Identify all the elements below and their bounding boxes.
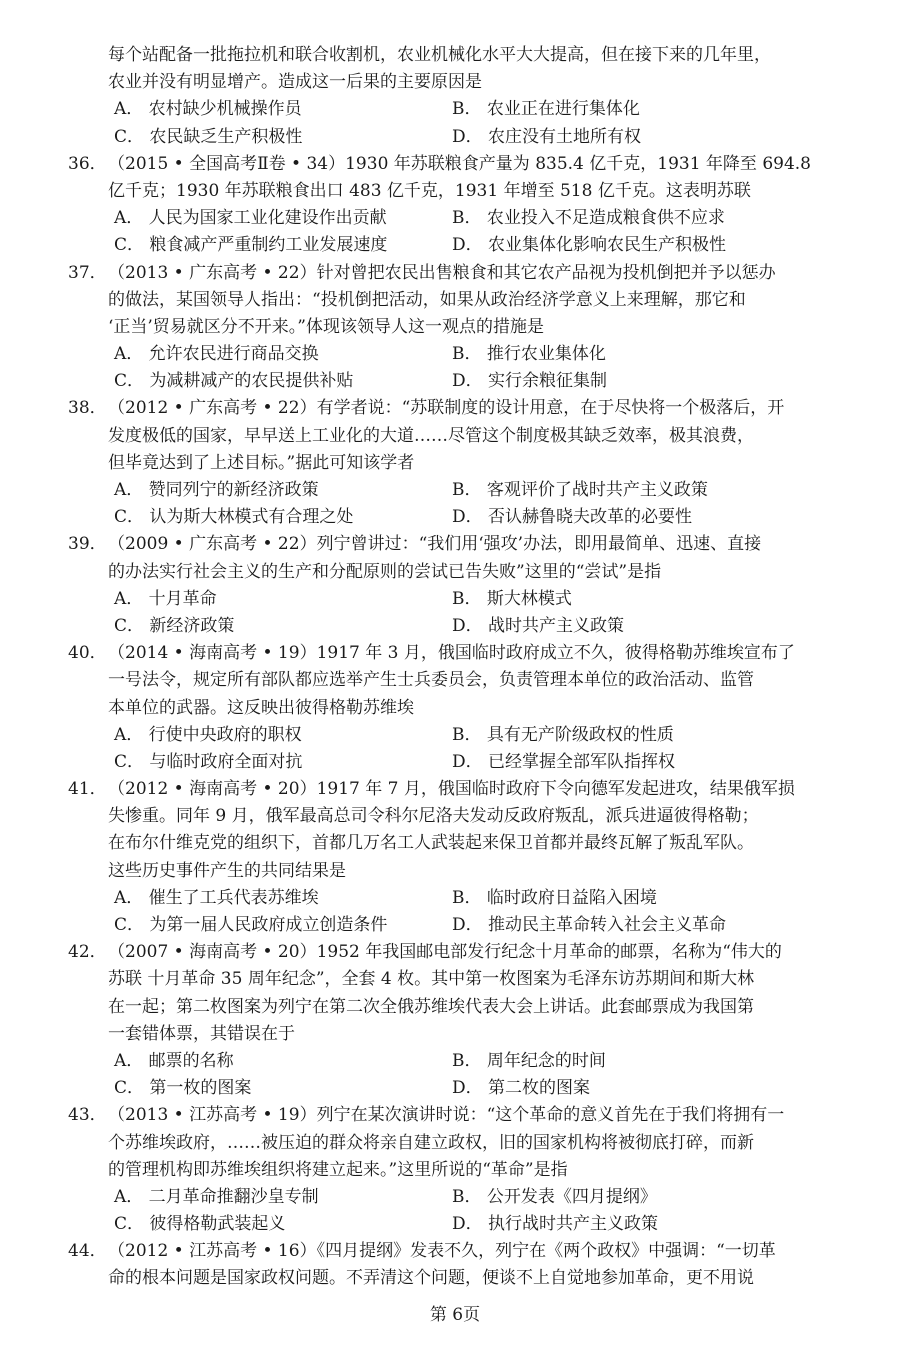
option-row xyxy=(0,504,910,531)
option-row xyxy=(0,124,910,151)
option-d: D． 第二枚的图案 xyxy=(452,1078,591,1099)
question-text-line: （2012 • 广东高考 • 22）有学者说：“苏联制度的设计用意，在于尽快将一个极落后，开 xyxy=(108,398,785,419)
option-row xyxy=(0,1048,910,1075)
option-a: A． 邮票的名称 xyxy=(114,1050,234,1071)
option-b: B． 农业投入不足造成粮食供不应求 xyxy=(452,208,725,229)
option-row xyxy=(0,1075,910,1102)
question-38 xyxy=(0,395,910,531)
option-b: B． 客观评价了战时共产主义政策 xyxy=(452,480,708,500)
question-text-line: （2012 • 海南高考 • 20）1917 年 7 月，俄国临时政府下令向德军发起进攻，结果俄军损 xyxy=(108,779,795,800)
question-text-line: （2009 • 广东高考 • 22）列宁曾讲过：“我们用‘强攻’办法，即用最简单、迅速、直接 xyxy=(108,534,762,555)
option-row xyxy=(0,1184,910,1211)
question-42 xyxy=(0,939,910,1102)
option-row xyxy=(0,749,910,776)
page-number: 第 6页 xyxy=(429,1305,481,1325)
question-number: 36． xyxy=(68,153,107,174)
question-text-line: 在布尔什维克党的组织下，首都几万名工人武装起来保卫首都并最终瓦解了叛乱军队。 xyxy=(108,833,754,854)
option-a: A． 农村缺少机械操作员 xyxy=(114,99,302,120)
option-a: A． 允许农民进行商品交换 xyxy=(114,344,319,365)
option-d: D． 农业集体化影响农民生产积极性 xyxy=(452,235,727,256)
option-c: C． 为减耕减产的农民提供补贴 xyxy=(114,371,354,392)
option-row xyxy=(0,885,910,912)
option-c: C． 彼得格勒武装起义 xyxy=(114,1214,286,1235)
question-text-line: 的办法实行社会主义的生产和分配原则的尝试已告失败”这里的“尝试”是指 xyxy=(108,561,662,582)
question-text-line: 失惨重。同年 9 月，俄军最高总司令科尔尼洛夫发动反政府叛乱，派兵进逼彼得格勒； xyxy=(108,806,759,827)
question-text-line: （2013 • 广东高考 • 22）针对曾把农民出售粮食和其它农产品视为投机倒把并予以惩办 xyxy=(108,262,776,283)
option-c: C． 为第一届人民政府成立创造条件 xyxy=(114,915,388,935)
option-c: C． 认为斯大林模式有合理之处 xyxy=(114,507,354,528)
question-text-line: 亿千克；1930 年苏联粮食出口 483 亿千克，1931 年增至 518 亿千克。这表明苏联 xyxy=(108,180,751,201)
question-number: 39． xyxy=(68,534,107,555)
option-b: B． 公开发表《四月提纲》 xyxy=(452,1186,657,1207)
option-c: C． 农民缺乏生产积极性 xyxy=(114,126,303,147)
question-text-line: （2007 • 海南高考 • 20）1952 年我国邮电部发行纪念十月革命的邮票，名称为“伟大的 xyxy=(108,942,782,963)
question-39 xyxy=(0,531,910,640)
question-number: 40． xyxy=(68,643,107,664)
question-text-line: （2014 • 海南高考 • 19）1917 年 3 月，俄国临时政府成立不久，彼得格勒苏维埃宣布了 xyxy=(108,643,795,664)
question-text-line: 命的根本问题是国家政权问题。不弄清这个问题，便谈不上自觉地参加革命，更不用说 xyxy=(108,1268,754,1289)
question-first-line xyxy=(0,531,910,558)
question-text-line: 但毕竟达到了上述目标。”据此可知该学者 xyxy=(108,452,415,473)
option-c: C． 粮食减产严重制约工业发展速度 xyxy=(114,235,388,256)
question-text-line: 本单位的武器。这反映出彼得格勒苏维埃 xyxy=(108,697,414,718)
question-35-continued xyxy=(0,42,910,151)
option-row xyxy=(0,368,910,395)
question-number: 42． xyxy=(68,942,107,963)
option-b: B． 临时政府日益陷入困境 xyxy=(452,887,657,908)
question-text-line: 个苏维埃政府，……被压迫的群众将亲自建立政权，旧的国家机构将被彻底打碎，而新 xyxy=(108,1132,754,1153)
question-first-line xyxy=(0,1102,910,1129)
option-a: A． 行使中央政府的职权 xyxy=(114,724,302,745)
option-d: D． 已经掌握全部军队指挥权 xyxy=(452,751,676,772)
question-text-line: 在一起；第二枚图案为列宁在第二次全俄苏维埃代表大会上讲话。此套邮票成为我国第 xyxy=(108,996,754,1017)
question-37 xyxy=(0,260,910,396)
question-first-line xyxy=(0,260,910,287)
option-row xyxy=(0,586,910,613)
option-d: D． 推动民主革命转入社会主义革命 xyxy=(452,915,727,935)
question-40 xyxy=(0,640,910,776)
option-a: A． 二月革命推翻沙皇专制 xyxy=(114,1186,319,1207)
question-number: 41． xyxy=(68,779,107,800)
question-43 xyxy=(0,1102,910,1238)
option-b: B． 斯大林模式 xyxy=(452,588,572,609)
question-first-line xyxy=(0,640,910,667)
option-d: D． 否认赫鲁晓夫改革的必要性 xyxy=(452,507,693,528)
option-a: A． 赞同列宁的新经济政策 xyxy=(114,480,319,500)
question-36 xyxy=(0,151,910,260)
question-number: 38． xyxy=(68,398,107,419)
question-text-line: 农业并没有明显增产。造成这一后果的主要原因是 xyxy=(108,72,482,93)
option-c: C． 与临时政府全面对抗 xyxy=(114,751,303,772)
question-text-line: 的管理机构即苏维埃组织将建立起来。”这里所说的“革命”是指 xyxy=(108,1159,568,1180)
question-41 xyxy=(0,776,910,939)
question-text-line: 每个站配备一批拖拉机和联合收割机，农业机械化水平大大提高，但在接下来的几年里， xyxy=(108,45,771,65)
question-first-line xyxy=(0,939,910,966)
option-row xyxy=(0,912,910,939)
option-row xyxy=(0,232,910,259)
question-text-line: 一号法令，规定所有部队都应选举产生士兵委员会，负责管理本单位的政治活动、监管 xyxy=(108,670,754,691)
question-text-line: 苏联 十月革命 35 周年纪念”，全套 4 枚。其中第一枚图案为毛泽东访苏期间和斯大林 xyxy=(108,969,755,990)
question-text-line: 这些历史事件产生的共同结果是 xyxy=(108,860,346,881)
option-d: D． 执行战时共产主义政策 xyxy=(452,1214,659,1235)
option-a: A． 十月革命 xyxy=(114,588,217,609)
question-text-line: （2012 • 江苏高考 • 16）《四月提纲》发表不久，列宁在《两个政权》中强调：“一切革 xyxy=(108,1241,776,1262)
option-d: D． 战时共产主义政策 xyxy=(452,615,625,636)
question-text-line: 一套错体票，其错误在于 xyxy=(108,1023,295,1044)
option-b: B． 周年纪念的时间 xyxy=(452,1050,606,1071)
option-c: C． 新经济政策 xyxy=(114,615,235,636)
question-44 xyxy=(0,1238,910,1292)
question-first-line xyxy=(0,151,910,178)
option-a: A． 催生了工兵代表苏维埃 xyxy=(114,887,319,908)
option-row xyxy=(0,477,910,504)
question-text-line: （2015 • 全国高考Ⅱ卷 • 34）1930 年苏联粮食产量为 835.4 亿千克，1931 年降至 694.8 xyxy=(108,153,812,174)
question-number: 43． xyxy=(68,1105,107,1126)
question-text-line: （2013 • 江苏高考 • 19）列宁在某次演讲时说：“这个革命的意义首先在于我们将拥有一 xyxy=(108,1105,785,1126)
question-text-line: 的做法，某国领导人指出：“投机倒把活动，如果从政治经济学意义上来理解，那它和 xyxy=(108,289,746,310)
question-first-line xyxy=(0,776,910,803)
question-first-line xyxy=(0,395,910,422)
question-number: 44． xyxy=(68,1241,107,1262)
option-a: A． 人民为国家工业化建设作出贡献 xyxy=(114,208,387,229)
exam-page xyxy=(0,42,910,1293)
option-d: D． 实行余粮征集制 xyxy=(452,371,608,392)
option-d: D． 农庄没有土地所有权 xyxy=(452,126,642,147)
option-c: C． 第一枚的图案 xyxy=(114,1078,252,1099)
question-text-line: ‘正当’贸易就区分不开来。”体现该领导人这一观点的措施是 xyxy=(108,316,544,337)
option-row xyxy=(0,722,910,749)
option-b: B． 具有无产阶级政权的性质 xyxy=(452,724,674,745)
option-row xyxy=(0,613,910,640)
question-first-line xyxy=(0,1238,910,1265)
question-text-line: 发度极低的国家，早早送上工业化的大道……尽管这个制度极其缺乏效率，极其浪费， xyxy=(108,425,754,446)
option-row xyxy=(0,341,910,368)
option-b: B． 农业正在进行集体化 xyxy=(452,99,640,120)
option-b: B． 推行农业集体化 xyxy=(452,344,606,365)
question-number: 37． xyxy=(68,262,107,283)
option-row xyxy=(0,96,910,123)
option-row xyxy=(0,1211,910,1238)
option-row xyxy=(0,205,910,232)
